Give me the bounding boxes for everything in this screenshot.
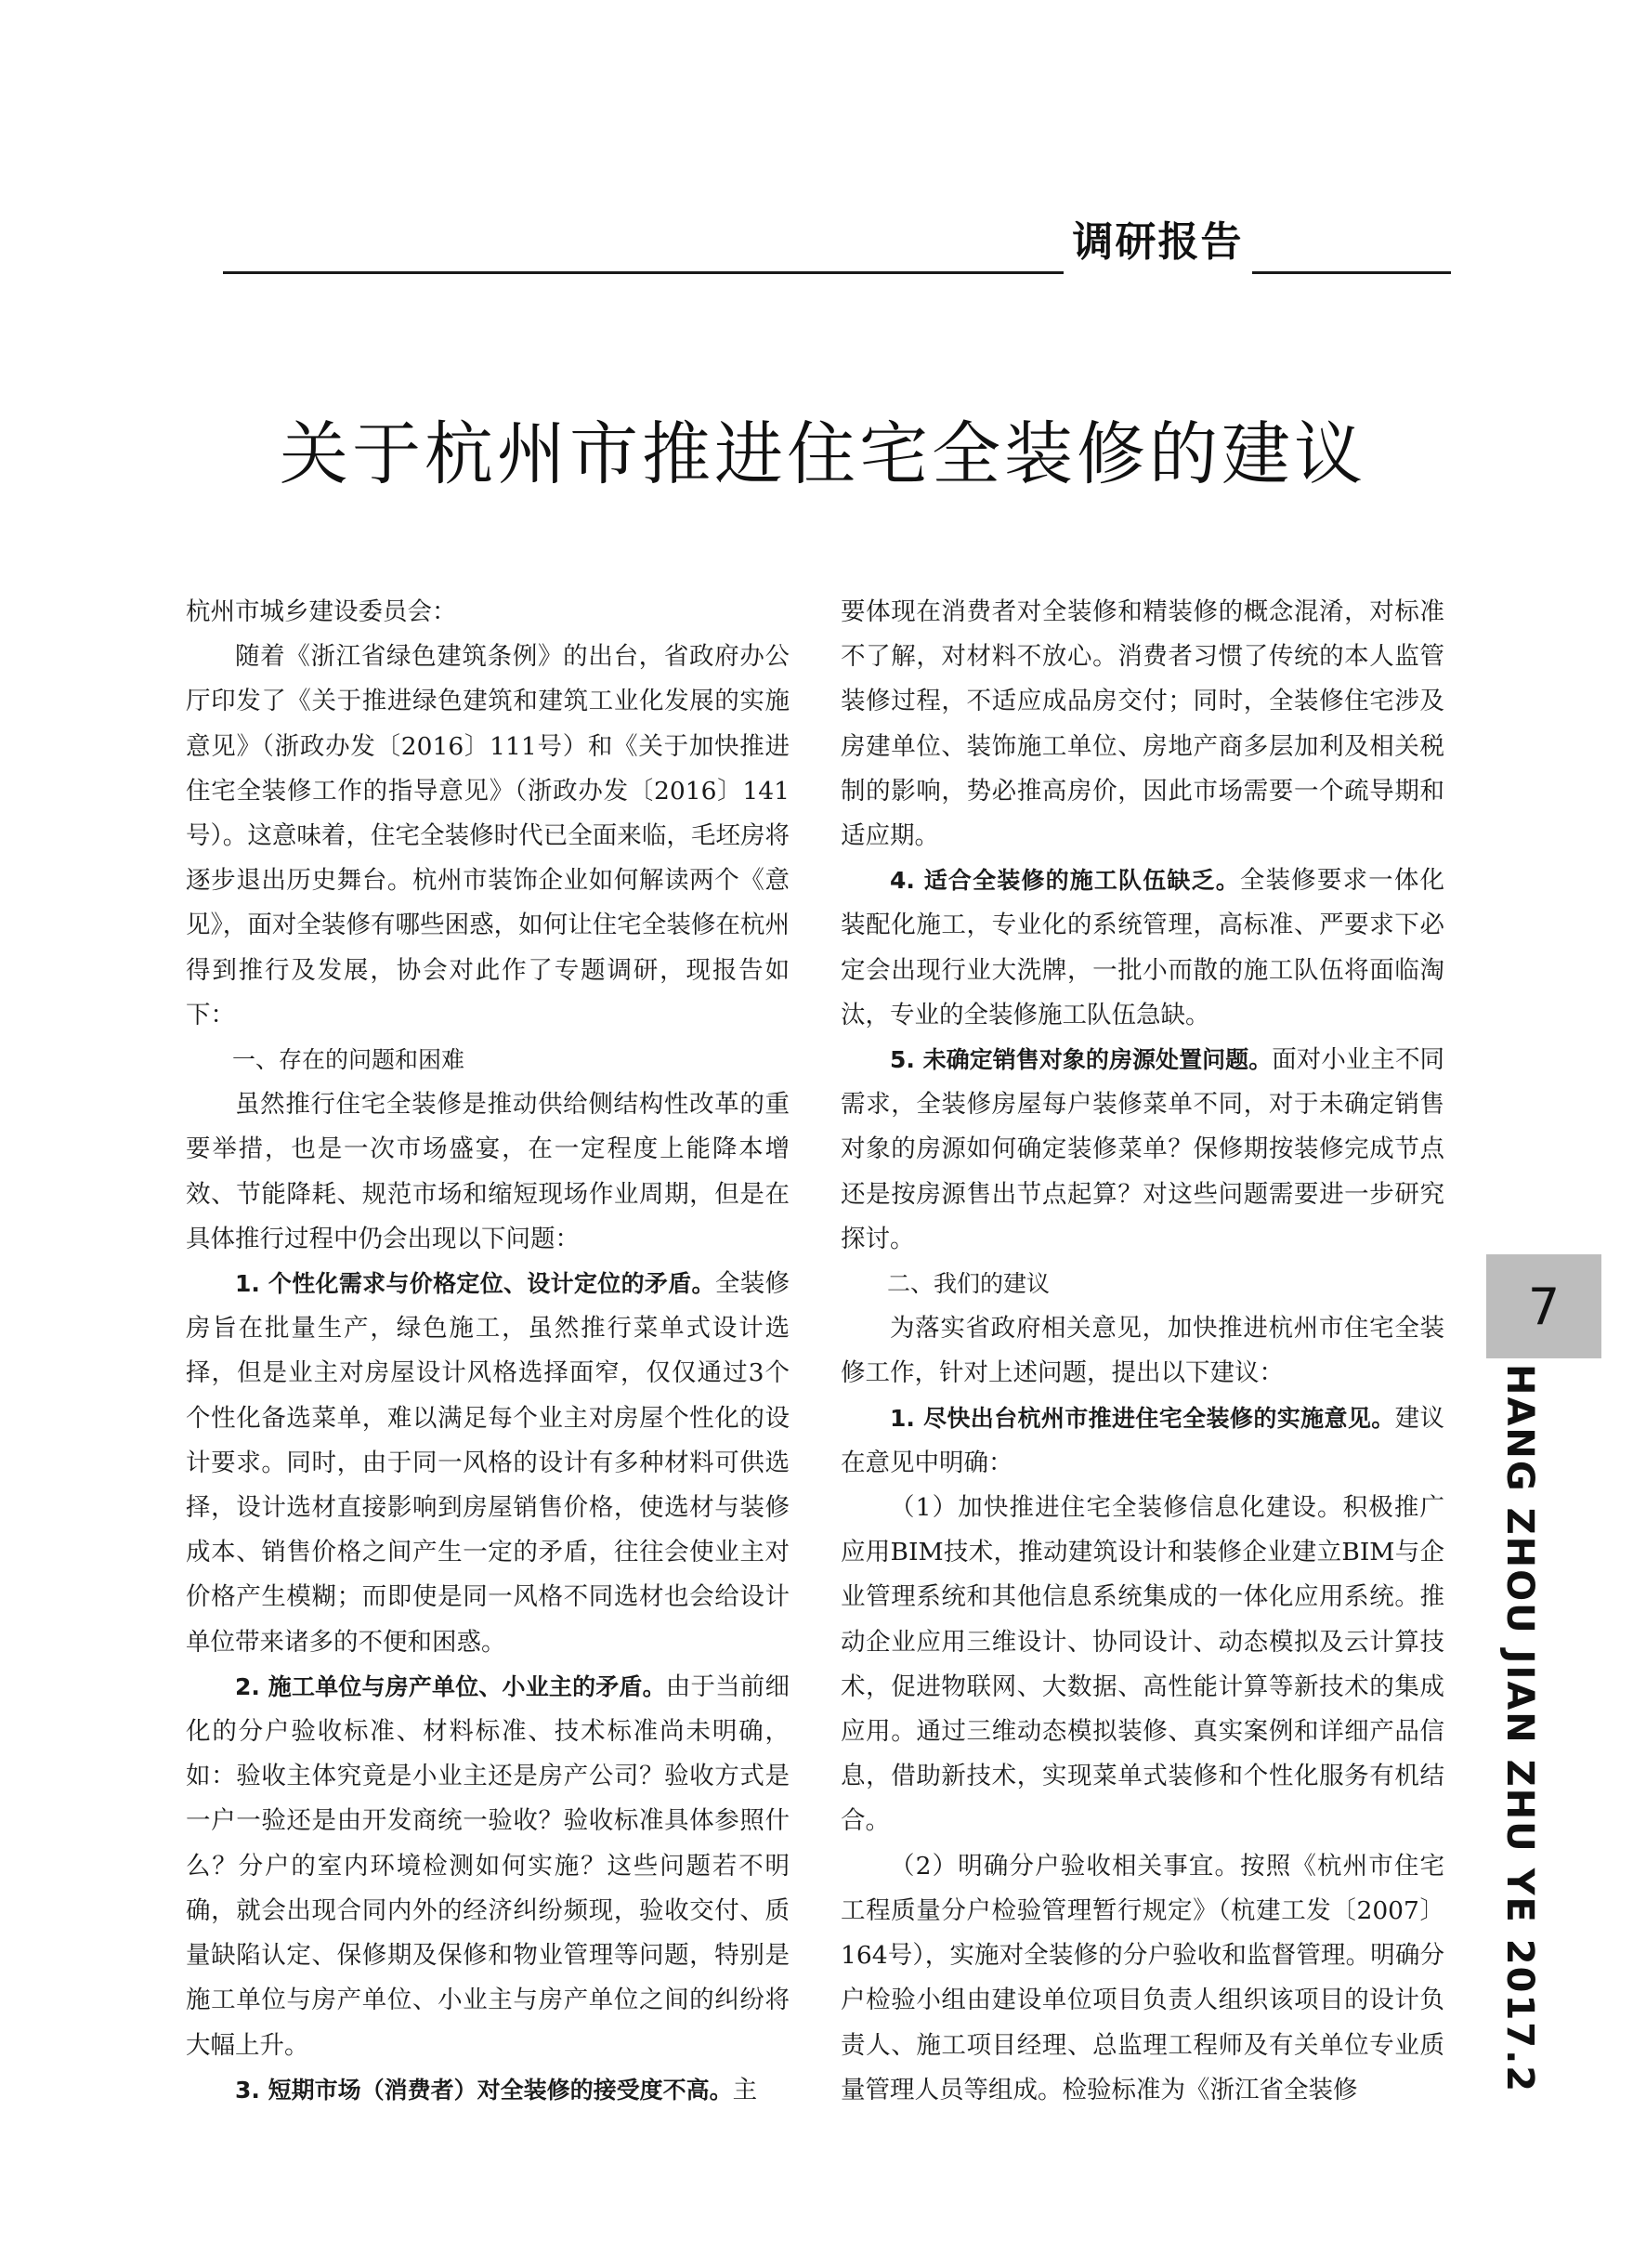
problem-4-text: 全装修要求一体化装配化施工，专业化的系统管理，高标准、严要求下必定会出现行业大洗牌，一批小而散的施工队伍将面临淘汰，专业的全装修施工队伍急缺。 [841, 866, 1444, 1029]
intro-paragraph: 随着《浙江省绿色建筑条例》的出台，省政府办公厅印发了《关于推进绿色建筑和建筑工业化发展的实施意见》（浙政办发〔2016〕111号）和《关于加快推进住宅全装修工作的指导意见》（浙政办发〔2016〕141号）。这意味着，住宅全装修时代已全面来临，毛坯房将逐步退出历史舞台。杭州市装饰企业如何解读两个《意见》，面对全装修有哪些困惑，如何让住宅全装修在杭州得到推行及发展，协会对此作了专题调研，现报告如下： [186, 642, 790, 1029]
salutation: 杭州市城乡建设委员会： [186, 597, 457, 626]
problem-5 [841, 1038, 1444, 1262]
suggestion-1-item-2: （2）明确分户验收相关事宜。按照《杭州市住宅工程质量分户检验管理暂行规定》（杭建工发〔2007〕164号），实施对全装修的分户验收和监督管理。明确分户检验小组由建设单位项目负责人组织该项目的设计负责人、施工项目经理、总监理工程师及有关单位专业质量管理人员等组成。检验标准为《浙江省全装修 [841, 1851, 1444, 2104]
section-label: 调研报告 [1072, 218, 1244, 266]
left-column [186, 590, 790, 2113]
right-column [841, 590, 1444, 2113]
page-number-tab [1486, 1254, 1601, 1358]
problems-intro: 虽然推行住宅全装修是推动供给侧结构性改革的重要举措，也是一次市场盛宴，在一定程度上能降本增效、节能降耗、规范市场和缩短现场作业周期，但是在具体推行过程中仍会出现以下问题： [186, 1090, 790, 1253]
header-rule-right [1252, 271, 1451, 274]
suggestion-1 [841, 1396, 1444, 1486]
page-number: 7 [1527, 1277, 1561, 1336]
suggestions-intro: 为落实省政府相关意见，加快推进杭州市住宅全装修工作，针对上述问题，提出以下建议： [841, 1314, 1444, 1388]
problem-3 [186, 2068, 790, 2113]
suggestion-1-text: 建议在意见中明确： [841, 1403, 1444, 1477]
problem-1-text: 全装修房旨在批量生产，绿色施工，虽然推行菜单式设计选择，但是业主对房屋设计风格选择面窄，仅仅通过3个个性化备选菜单，难以满足每个业主对房屋个性化的设计要求。同时，由于同一风格的设计有多种材料可供选择，设计选材直接影响到房屋销售价格，使选材与装修成本、销售价格之间产生一定的矛盾，往往会使业主对价格产生模糊；而即使是同一风格不同选材也会给设计单位带来诸多的不便和困惑。 [186, 1269, 790, 1657]
header-rule-left [223, 271, 1064, 274]
section-heading-problems: 一、存在的问题和困难 [232, 1046, 465, 1074]
problem-4-heading: 4. 适合全装修的施工队伍缺乏。 [890, 867, 1240, 895]
section-header [223, 210, 1451, 275]
problem-2 [186, 1665, 790, 2068]
suggestion-1-heading: 1. 尽快出台杭州市推进住宅全装修的实施意见。 [890, 1404, 1395, 1432]
problem-3-text-start: 主 [732, 2075, 758, 2104]
suggestion-1-item-1: （1）加快推进住宅全装修信息化建设。积极推广应用BIM技术，推动建筑设计和装修企业建立BIM与企业管理系统和其他信息系统集成的一体化应用系统。推动企业应用三维设计、协同设计、动态模拟及云计算技术，促进物联网、大数据、高性能计算等新技术的集成应用。通过三维动态模拟装修、真实案例和详细产品信息，借助新技术，实现菜单式装修和个性化服务有机结合。 [841, 1493, 1444, 1836]
problem-1-heading: 1. 个性化需求与价格定位、设计定位的矛盾。 [235, 1270, 715, 1298]
article-title: 关于杭州市推进住宅全装修的建议 [280, 414, 1366, 494]
problem-2-text: 由于当前细化的分户验收标准、材料标准、技术标准尚未明确，如：验收主体究竟是小业主还是房产公司？验收方式是一户一验还是由开发商统一验收？验收标准具体参照什么？分户的室内环境检测如何实施？这些问题若不明确，就会出现合同内外的经济纠纷频现，验收交付、质量缺陷认定、保修期及保修和物业管理等问题，特别是施工单位与房产单位、小业主与房产单位之间的纠纷将大幅上升。 [186, 1672, 790, 2060]
section-heading-suggestions: 二、我们的建议 [887, 1270, 1051, 1298]
problem-1 [186, 1262, 790, 1665]
problem-5-heading: 5. 未确定销售对象的房源处置问题。 [890, 1046, 1273, 1074]
problem-3-heading: 3. 短期市场（消费者）对全装修的接受度不高。 [235, 2076, 733, 2104]
running-title: HANG ZHOU JIAN ZHU YE 2017.2 [1498, 1364, 1541, 2094]
problem-5-text: 面对小业主不同需求，全装修房屋每户装修菜单不同，对于未确定销售对象的房源如何确定装修菜单？保修期按装修完成节点还是按房源售出节点起算？对这些问题需要进一步研究探讨。 [841, 1045, 1444, 1253]
problem-3-continued: 要体现在消费者对全装修和精装修的概念混淆，对标准不了解，对材料不放心。消费者习惯了传统的本人监管装修过程，不适应成品房交付；同时，全装修住宅涉及房建单位、装饰施工单位、房地产商多层加利及相关税制的影响，势必推高房价，因此市场需要一个疏导期和适应期。 [841, 597, 1444, 851]
problem-2-heading: 2. 施工单位与房产单位、小业主的矛盾。 [235, 1672, 666, 1700]
problem-4 [841, 859, 1444, 1038]
